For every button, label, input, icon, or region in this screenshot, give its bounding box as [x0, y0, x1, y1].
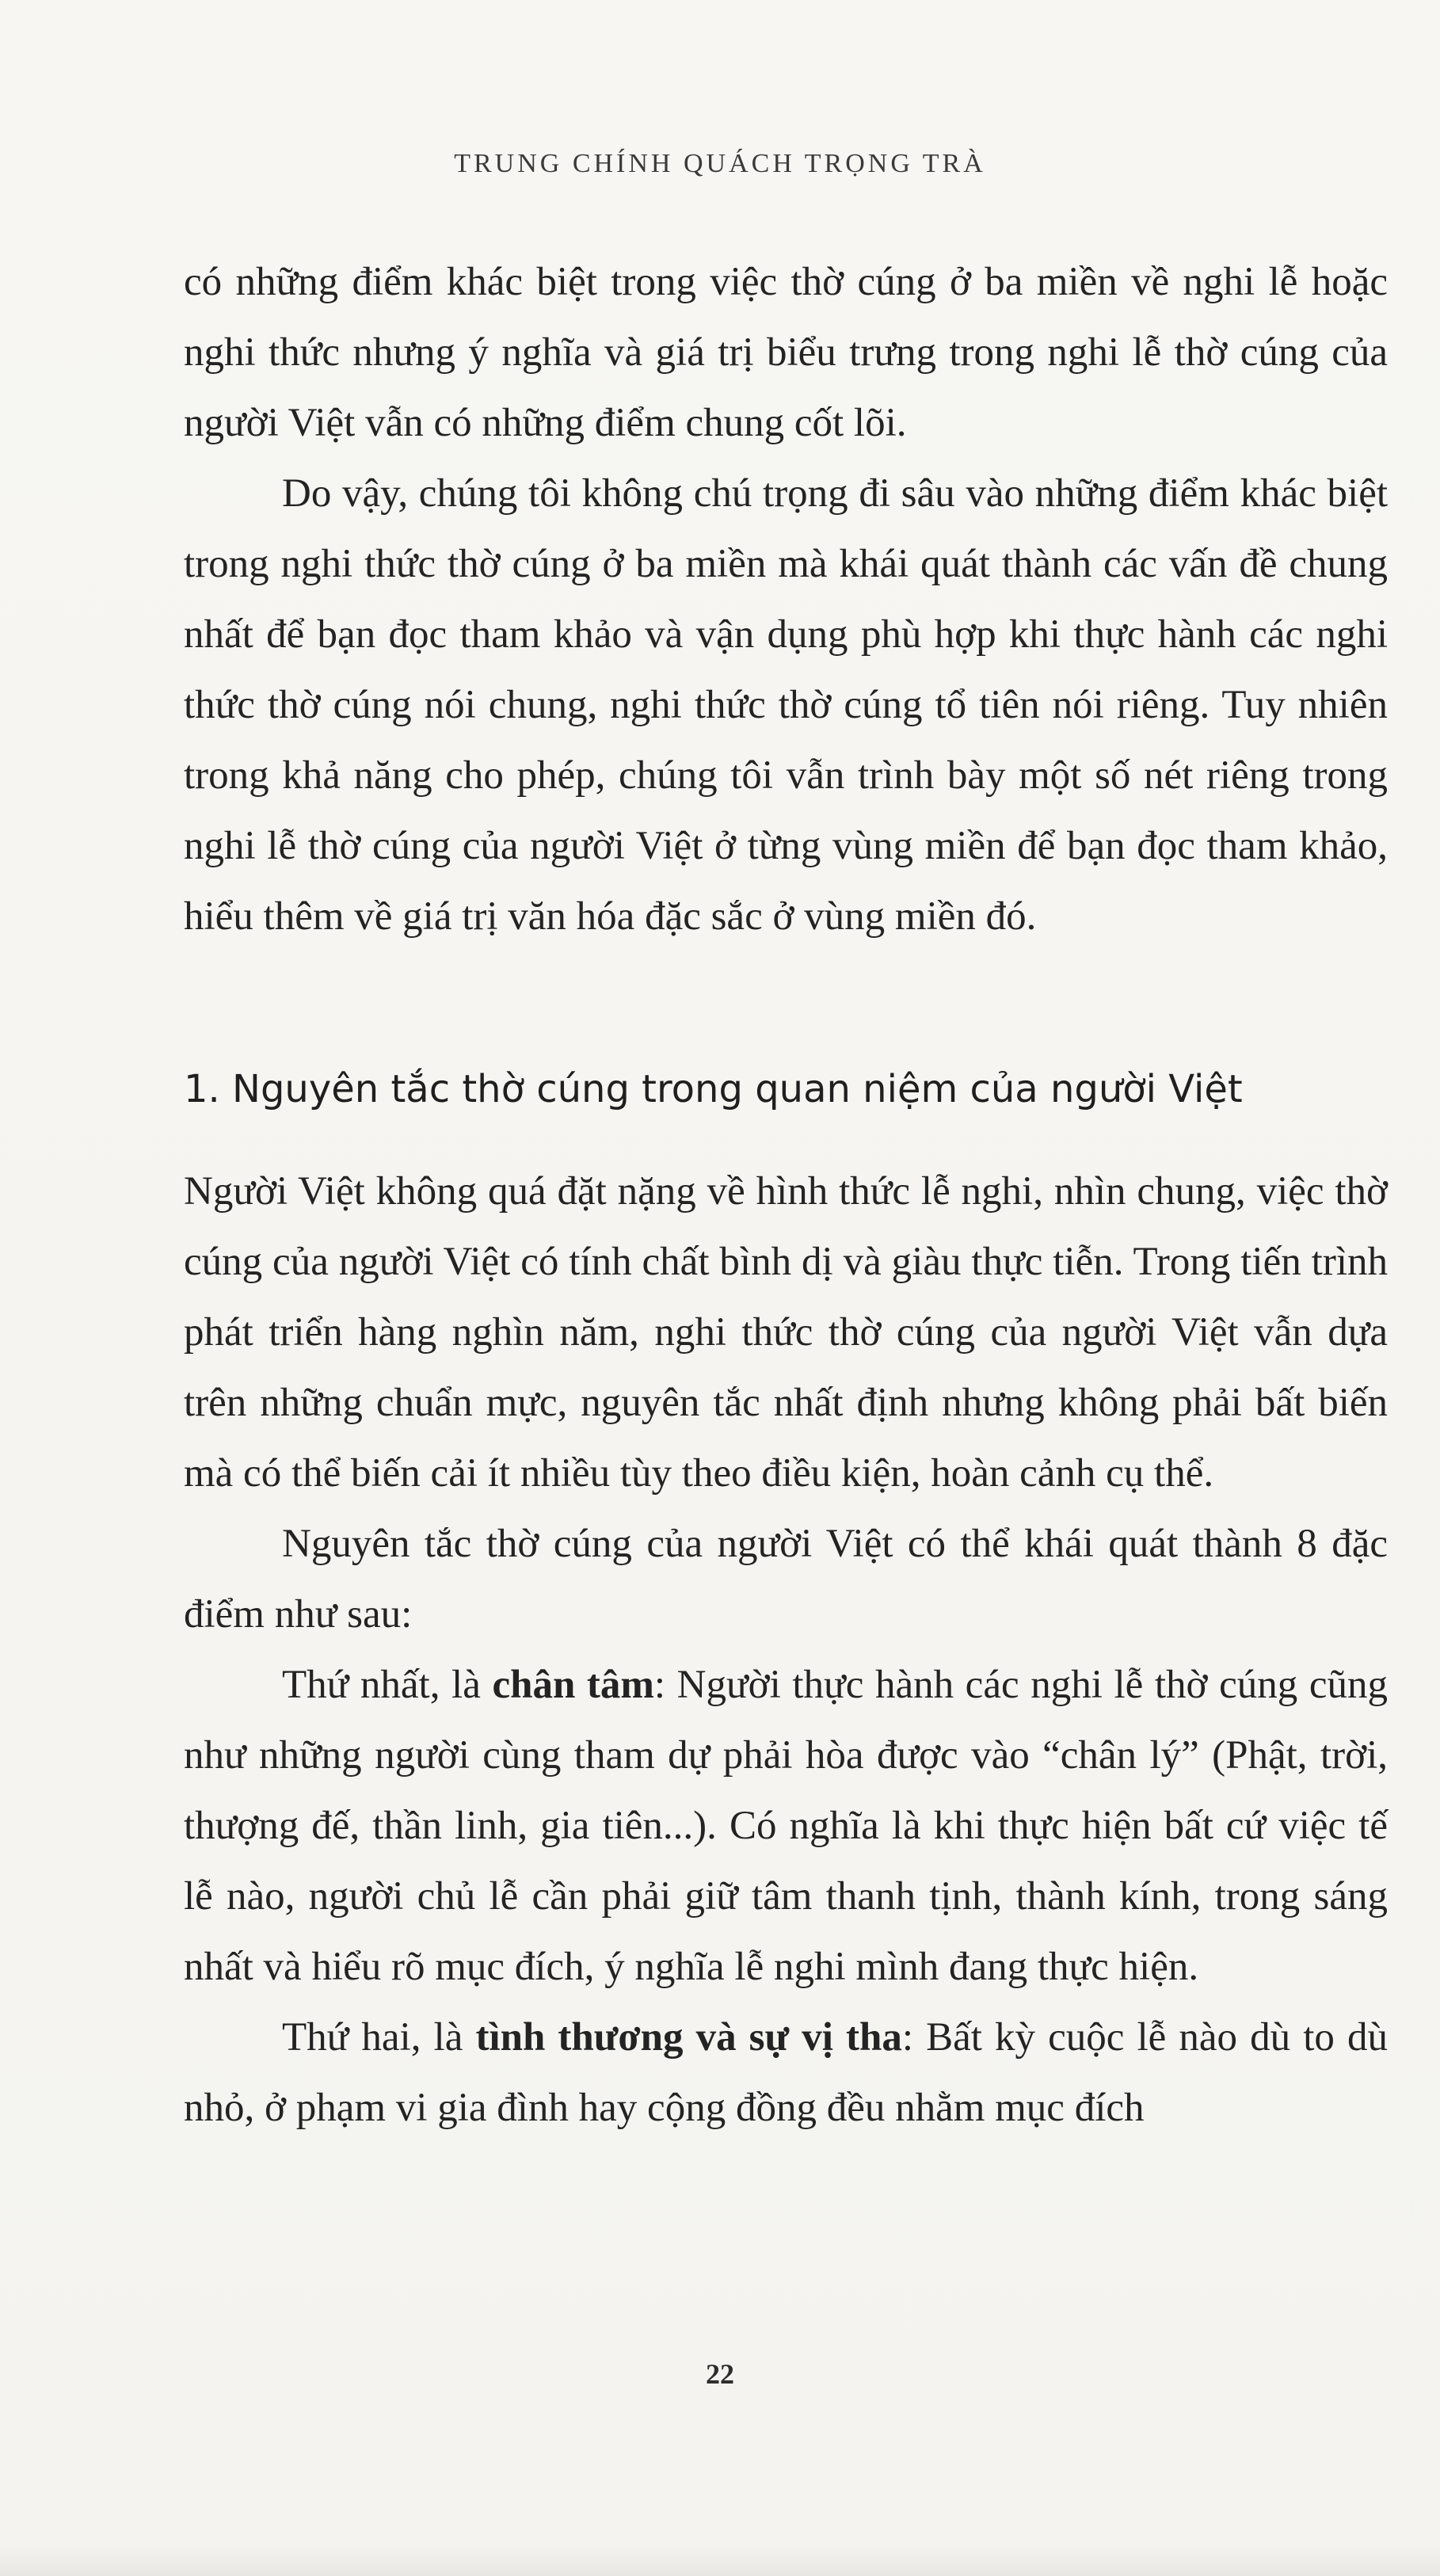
- first-principle-lead: Thứ nhất, là: [282, 1663, 493, 1707]
- page-number: 22: [706, 2358, 734, 2390]
- second-principle-term: tình thương và sự vị tha: [475, 2015, 902, 2060]
- paragraph-do-vay: Do vậy, chúng tôi không chú trọng đi sâu vào những điểm khác biệt trong nghi thức thờ cúng ở ba miền mà khái quát thành các vấn đề chung nhất để bạn đọc tham khảo và vận dụng phù hợp khi thực hành các nghi thức thờ cúng nói chung, nghi thức thờ cúng tổ tiên nói riêng. Tuy nhiên trong khả năng cho phép, chúng tôi vẫn trình bày một số nét riêng trong nghi lễ thờ cúng của người Việt ở từng vùng miền để bạn đọc tham khảo, hiểu thêm về giá trị văn hóa đặc sắc ở vùng miền đó.: [184, 471, 1388, 939]
- first-principle-term: chân tâm: [492, 1663, 654, 1707]
- paragraph-first-principle: [184, 1650, 1388, 2002]
- paragraph-intro: Người Việt không quá đặt nặng về hình thức lễ nghi, nhìn chung, việc thờ cúng của người Việt có tính chất bình dị và giàu thực tiễn. Trong tiến trình phát triển hàng nghìn năm, nghi thức thờ cúng của người Việt vẫn dựa trên những chuẩn mực, nguyên tắc nhất định nhưng không phải bất biến mà có thể biến cải ít nhiều tùy theo điều kiện, hoàn cảnh cụ thể.: [184, 1169, 1388, 1496]
- second-principle-text: : Bất kỳ cuộc lễ nào dù to dù nhỏ, ở phạm vi gia đình hay cộng đồng đều nhằm mục đích: [184, 2015, 1388, 2130]
- paragraph-second-principle: [184, 2002, 1388, 2143]
- page-body: [184, 247, 1388, 2143]
- second-principle-lead: Thứ hai, là: [282, 2015, 476, 2060]
- section-heading: 1. Nguyên tắc thờ cúng trong quan niệm của người Việt: [184, 1067, 1243, 1111]
- page-bottom-shadow: [0, 2544, 1440, 2576]
- paragraph-eight-features: Nguyên tắc thờ cúng của người Việt có thể khái quát thành 8 đặc điểm như sau:: [184, 1522, 1388, 1637]
- paragraph-continuation: có những điểm khác biệt trong việc thờ cúng ở ba miền về nghi lễ hoặc nghi thức nhưng ý nghĩa và giá trị biểu trưng trong nghi lễ thờ cúng của người Việt vẫn có những điểm chung cốt lõi.: [184, 260, 1388, 445]
- first-principle-text: : Người thực hành các nghi lễ thờ cúng cũng như những người cùng tham dự phải hòa được vào “chân lý” (Phật, trời, thượng đế, thần linh, gia tiên...). Có nghĩa là khi thực hiện bất cứ việc tế lễ nào, người chủ lễ cần phải giữ tâm thanh tịnh, thành kính, trong sáng nhất và hiểu rõ mục đích, ý nghĩa lễ nghi mình đang thực hiện.: [184, 1663, 1388, 1989]
- running-header: TRUNG CHÍNH QUÁCH TRỌNG TRÀ: [454, 149, 986, 178]
